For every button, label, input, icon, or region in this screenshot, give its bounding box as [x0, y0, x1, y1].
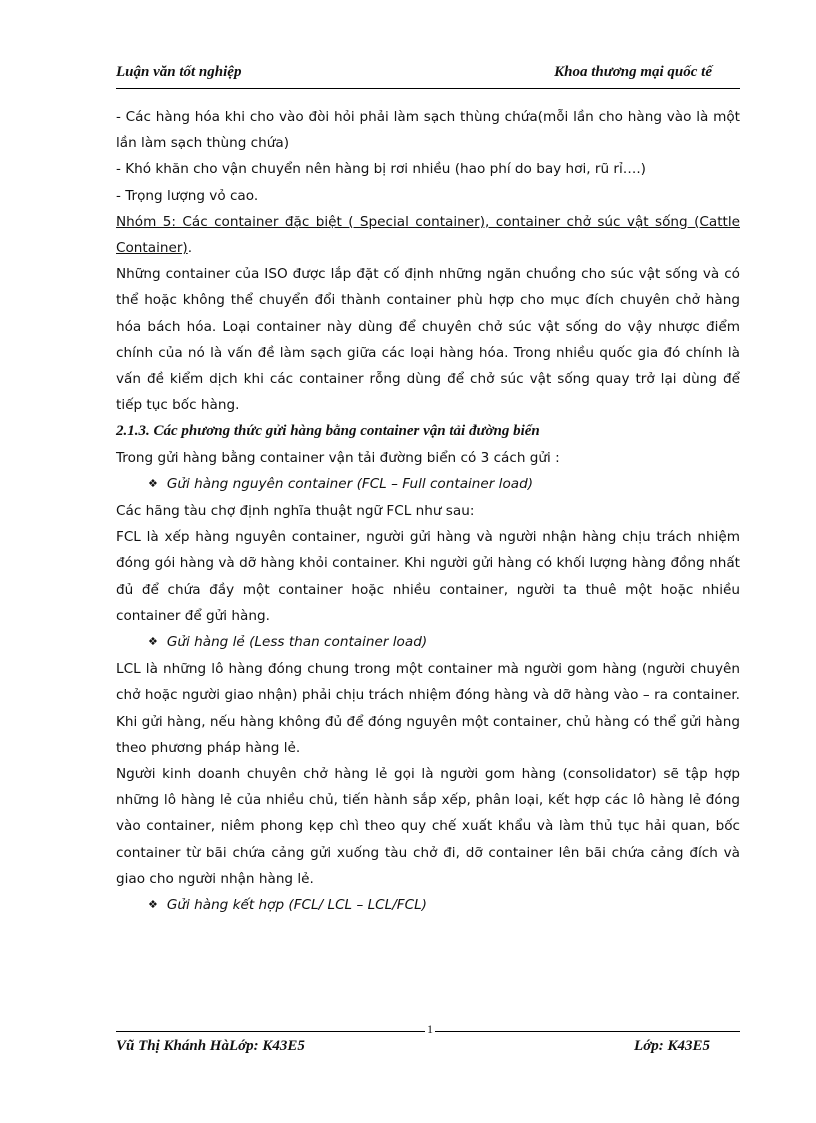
diamond-bullet-icon: ❖	[148, 476, 158, 490]
bullet-text: Gửi hàng kết hợp (FCL/ LCL – LCL/FCL)	[166, 897, 427, 914]
footer-author: Vũ Thị Khánh HàLớp: K43E5	[116, 1038, 305, 1054]
diamond-bullet-icon: ❖	[148, 635, 158, 649]
bullet-item-combined	[116, 892, 740, 919]
footer-class: Lớp: K43E5	[634, 1038, 710, 1054]
paragraph: FCL là xếp hàng nguyên container, người gửi hàng và người nhận hàng chịu trách nhiệm đóng gói hàng và dỡ hàng khỏi container. Khi người gửi hàng có khối lượng hàng đồng nhất đủ để chứa đầy một container hoặc nhiều container, người ta thuê một hoặc nhiều container để gửi hàng.	[116, 529, 740, 624]
page-header	[116, 64, 740, 89]
section-title: 2.1.3. Các phương thức gửi hàng bằng container vận tải đường biển	[116, 423, 540, 440]
page-number: 1	[427, 1022, 433, 1036]
paragraph: - Trọng lượng vỏ cao.	[116, 187, 259, 204]
bullet-text: Gửi hàng lẻ (Less than container load)	[166, 634, 428, 651]
bullet-item-lcl	[116, 629, 740, 656]
header-thesis-label: Luận văn tốt nghiệp	[116, 64, 242, 80]
bullet-item-fcl	[116, 471, 740, 498]
paragraph: Người kinh doanh chuyên chở hàng lẻ gọi là người gom hàng (consolidator) sẽ tập hợp những lô hàng lẻ của nhiều chủ, tiến hành sắp xếp, phân loại, kết hợp các lô hàng lẻ đóng vào container, niêm phong kẹp chì theo quy chế xuất khẩu và làm thủ tục hải quan, bốc container từ bãi chứa cảng gửi xuống tàu chở đi, dỡ container lên bãi chứa cảng đích và giao cho người nhận hàng lẻ.	[116, 766, 740, 887]
group-5-heading	[116, 209, 740, 261]
paragraph: Trong gửi hàng bằng container vận tải đường biển có 3 cách gửi :	[116, 449, 560, 466]
paragraph: LCL là những lô hàng đóng chung trong một container mà người gom hàng (người chuyên chở hoặc người giao nhận) phải chịu trách nhiệm đóng hàng và dỡ hàng vào – ra container. Khi gửi hàng, nếu hàng không đủ để đóng nguyên một container, chủ hàng có thể gửi hàng theo phương pháp hàng lẻ.	[116, 661, 740, 756]
group-5-heading-period: .	[187, 240, 193, 257]
diamond-bullet-icon: ❖	[148, 898, 158, 912]
paragraph: Các hãng tàu chợ định nghĩa thuật ngữ FCL như sau:	[116, 503, 475, 520]
paragraph: - Các hàng hóa khi cho vào đòi hỏi phải làm sạch thùng chứa(mỗi lần cho hàng vào là một lần làm sạch thùng chứa)	[116, 109, 740, 152]
paragraph: Những container của ISO được lắp đặt cố định những ngăn chuồng cho súc vật sống và có thể hoặc không thể chuyển đổi thành container phù hợp cho mục đích chuyên chở hàng hóa bách hóa. Loại container này dùng để chuyên chở súc vật sống do vậy nhược điểm chính của nó là vấn đề làm sạch giữa các loại hàng hóa. Trong nhiều quốc gia đó chính là vấn đề kiểm dịch khi các container rỗng dùng để chở súc vật sống quay trở lại dùng để tiếp tục bốc hàng.	[116, 266, 740, 414]
bullet-text: Gửi hàng nguyên container (FCL – Full container load)	[166, 475, 534, 492]
document-body	[116, 104, 740, 919]
paragraph: - Khó khăn cho vận chuyển nên hàng bị rơi nhiều (hao phí do bay hơi, rũ rỉ….)	[116, 161, 646, 178]
group-5-heading-text: Nhóm 5: Các container đặc biệt ( Special container), container chở súc vật sống (Cattle Container)	[116, 213, 740, 257]
header-faculty-label: Khoa thương mại quốc tế	[554, 64, 712, 80]
page-footer	[116, 1022, 740, 1060]
